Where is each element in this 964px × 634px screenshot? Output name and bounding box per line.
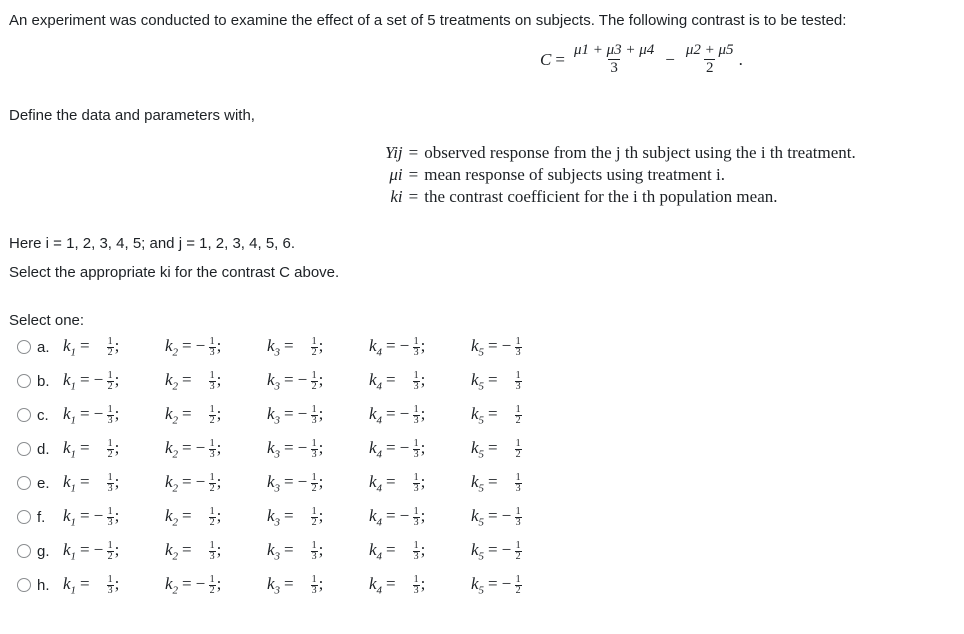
- select-one-label: Select one:: [9, 312, 85, 329]
- coefficient-value: $\frac{1}{3}$: [311, 403, 317, 426]
- coefficient-k3: $k_3$ = $\frac{1}{2}$ ;: [267, 335, 324, 359]
- coefficient-equals: =: [182, 404, 192, 424]
- coefficient-equals: =: [284, 472, 294, 492]
- coefficient-sign: −: [297, 404, 308, 424]
- coefficient-sign: −: [501, 574, 512, 594]
- coefficient-value: $\frac{1}{3}$: [107, 403, 113, 426]
- coefficient-symbol: $k_2$: [165, 404, 179, 427]
- coefficient-equals: =: [80, 472, 90, 492]
- select-prompt: Select the appropriate ki for the contrast C above.: [9, 264, 340, 281]
- option-letter: h.: [37, 576, 50, 594]
- coefficient-equals: =: [80, 336, 90, 356]
- coefficient-symbol: $k_4$: [369, 336, 383, 359]
- coefficient-value: $\frac{1}{3}$: [209, 335, 215, 358]
- coefficient-equals: =: [80, 506, 90, 526]
- coefficient-k5: [471, 336, 573, 358]
- coefficient-equals: =: [488, 506, 498, 526]
- coefficient-k5: [471, 506, 573, 528]
- coefficient-equals: =: [284, 506, 294, 526]
- radio-button[interactable]: [17, 544, 31, 558]
- coefficient-sign: −: [195, 574, 206, 594]
- coefficient-value: $\frac{1}{2}$: [515, 403, 521, 426]
- definition-text: the contrast coefficient for the i th population mean.: [424, 187, 778, 206]
- coefficient-symbol: $k_1$: [63, 506, 77, 529]
- coefficient-value: $\frac{1}{3}$: [107, 573, 113, 596]
- coefficient-k1: $k_1$ = $\frac{1}{3}$ ;: [63, 573, 120, 597]
- coefficient-k3: $k_3$ = $\frac{1}{3}$ ;: [267, 539, 324, 563]
- coefficient-symbol: $k_1$: [63, 540, 77, 563]
- coefficient-sign: −: [93, 506, 104, 526]
- coefficient-k4: $k_4$ = − $\frac{1}{3}$ ;: [369, 335, 426, 359]
- coefficient-symbol: $k_1$: [63, 574, 77, 597]
- coefficient-symbol: $k_5$: [471, 472, 485, 495]
- definition-equals: =: [408, 187, 419, 206]
- coefficient-equals: =: [386, 540, 396, 560]
- coefficient-sign: −: [93, 540, 104, 560]
- answer-options: [17, 330, 573, 602]
- option-letter: f.: [37, 508, 46, 526]
- answer-option-f[interactable]: [17, 500, 573, 534]
- coefficient-equals: =: [488, 370, 498, 390]
- coefficient-k3: $k_3$ = − $\frac{1}{3}$ ;: [267, 403, 324, 427]
- coefficient-value: $\frac{1}{2}$: [515, 573, 521, 596]
- coefficient-k2: $k_2$ = − $\frac{1}{3}$ ;: [165, 437, 222, 461]
- fraction-first-group: [572, 42, 656, 77]
- coefficient-equals: =: [284, 540, 294, 560]
- coefficient-k2: $k_2$ = $\frac{1}{3}$ ;: [165, 369, 222, 393]
- coefficient-equals: =: [182, 370, 192, 390]
- coefficient-value: $\frac{1}{3}$: [515, 471, 521, 494]
- coefficient-value: $\frac{1}{3}$: [413, 437, 419, 460]
- definition-equals: =: [408, 143, 419, 162]
- coefficient-value: $\frac{1}{2}$: [107, 369, 113, 392]
- coefficient-equals: =: [284, 404, 294, 424]
- coefficient-k4: $k_4$ = $\frac{1}{3}$ ;: [369, 573, 426, 597]
- coefficient-symbol: $k_5$: [471, 506, 485, 529]
- coefficient-value: $\frac{1}{3}$: [209, 369, 215, 392]
- fraction-numerator-2: μ2 + μ5: [685, 42, 734, 58]
- radio-button[interactable]: [17, 510, 31, 524]
- coefficient-sign: −: [399, 336, 410, 356]
- definitions-block: [385, 143, 856, 207]
- coefficient-sign: −: [501, 506, 512, 526]
- coefficient-symbol: $k_1$: [63, 336, 77, 359]
- contrast-symbol: C: [540, 49, 552, 69]
- coefficient-value: $\frac{1}{3}$: [413, 539, 419, 562]
- coefficient-equals: =: [284, 438, 294, 458]
- coefficient-equals: =: [488, 540, 498, 560]
- answer-option-a[interactable]: [17, 330, 573, 364]
- coefficient-value: $\frac{1}{3}$: [107, 505, 113, 528]
- coefficient-equals: =: [182, 540, 192, 560]
- coefficient-symbol: $k_4$: [369, 506, 383, 529]
- answer-option-b[interactable]: [17, 364, 573, 398]
- coefficient-k4: $k_4$ = $\frac{1}{3}$ ;: [369, 369, 426, 393]
- coefficient-value: $\frac{1}{3}$: [209, 437, 215, 460]
- fraction-numerator-1: μ1 + μ3 + μ4: [573, 42, 655, 58]
- coefficient-symbol: $k_1$: [63, 472, 77, 495]
- coefficient-symbol: $k_5$: [471, 438, 485, 461]
- option-letter: e.: [37, 474, 50, 492]
- coefficient-value: $\frac{1}{2}$: [311, 335, 317, 358]
- coefficient-k1: $k_1$ = − $\frac{1}{2}$ ;: [63, 539, 120, 563]
- coefficient-value: $\frac{1}{3}$: [311, 539, 317, 562]
- coefficient-k4: $k_4$ = − $\frac{1}{3}$ ;: [369, 505, 426, 529]
- radio-button[interactable]: [17, 476, 31, 490]
- coefficient-sign: −: [195, 472, 206, 492]
- definition-text: mean response of subjects using treatment i.: [424, 165, 725, 184]
- option-letter: a.: [37, 338, 50, 356]
- definition-symbol: Yij: [385, 143, 403, 162]
- fraction-second-group: [684, 42, 736, 77]
- coefficient-sign: −: [297, 472, 308, 492]
- coefficient-sign: −: [501, 540, 512, 560]
- coefficient-value: $\frac{1}{3}$: [413, 471, 419, 494]
- coefficient-value: $\frac{1}{2}$: [107, 335, 113, 358]
- coefficient-k1: $k_1$ = − $\frac{1}{3}$ ;: [63, 505, 120, 529]
- coefficient-equals: =: [488, 336, 498, 356]
- coefficient-value: $\frac{1}{2}$: [311, 471, 317, 494]
- coefficient-symbol: $k_4$: [369, 472, 383, 495]
- coefficient-equals: =: [80, 438, 90, 458]
- coefficient-equals: =: [182, 438, 192, 458]
- coefficient-k4: $k_4$ = $\frac{1}{3}$ ;: [369, 539, 426, 563]
- coefficient-equals: =: [488, 574, 498, 594]
- coefficient-symbol: $k_2$: [165, 506, 179, 529]
- coefficient-symbol: $k_3$: [267, 472, 281, 495]
- coefficient-equals: =: [182, 506, 192, 526]
- coefficient-equals: =: [386, 336, 396, 356]
- coefficient-sign: −: [399, 404, 410, 424]
- coefficient-value: $\frac{1}{2}$: [209, 573, 215, 596]
- coefficient-equals: =: [80, 574, 90, 594]
- coefficient-symbol: $k_5$: [471, 404, 485, 427]
- coefficient-symbol: $k_3$: [267, 438, 281, 461]
- coefficient-symbol: $k_5$: [471, 540, 485, 563]
- coefficient-value: $\frac{1}{3}$: [209, 539, 215, 562]
- coefficient-k5: [471, 370, 573, 392]
- coefficient-symbol: $k_3$: [267, 506, 281, 529]
- coefficient-equals: =: [80, 370, 90, 390]
- coefficient-symbol: $k_5$: [471, 574, 485, 597]
- answer-option-d[interactable]: [17, 432, 573, 466]
- answer-option-h[interactable]: [17, 568, 573, 602]
- coefficient-k1: $k_1$ = $\frac{1}{2}$ ;: [63, 437, 120, 461]
- coefficient-value: $\frac{1}{3}$: [413, 403, 419, 426]
- coefficient-value: $\frac{1}{2}$: [107, 539, 113, 562]
- coefficient-k5: [471, 438, 573, 460]
- coefficient-k1: $k_1$ = − $\frac{1}{3}$ ;: [63, 403, 120, 427]
- coefficient-value: $\frac{1}{2}$: [515, 437, 521, 460]
- coefficient-k5: [471, 540, 573, 562]
- option-letter: d.: [37, 440, 50, 458]
- coefficient-value: $\frac{1}{2}$: [209, 403, 215, 426]
- coefficient-value: $\frac{1}{3}$: [311, 437, 317, 460]
- coefficient-equals: =: [386, 574, 396, 594]
- coefficient-value: $\frac{1}{3}$: [311, 573, 317, 596]
- radio-button[interactable]: [17, 578, 31, 592]
- radio-button[interactable]: [17, 340, 31, 354]
- coefficient-equals: =: [386, 404, 396, 424]
- coefficient-value: $\frac{1}{3}$: [413, 369, 419, 392]
- coefficient-sign: −: [93, 404, 104, 424]
- question-intro: An experiment was conducted to examine the effect of a set of 5 treatments on subjects. The following contrast is to be tested:: [9, 12, 847, 29]
- coefficient-symbol: $k_2$: [165, 438, 179, 461]
- coefficient-value: $\frac{1}{2}$: [311, 369, 317, 392]
- coefficient-equals: =: [182, 472, 192, 492]
- define-text: Define the data and parameters with,: [9, 107, 255, 124]
- coefficient-symbol: $k_3$: [267, 540, 281, 563]
- coefficient-symbol: $k_5$: [471, 336, 485, 359]
- coefficient-symbol: $k_4$: [369, 438, 383, 461]
- coefficient-symbol: $k_4$: [369, 540, 383, 563]
- fraction-denominator-2: 2: [705, 60, 714, 76]
- coefficient-k2: $k_2$ = − $\frac{1}{3}$ ;: [165, 335, 222, 359]
- coefficient-value: $\frac{1}{3}$: [515, 505, 521, 528]
- coefficient-equals: =: [284, 574, 294, 594]
- coefficient-equals: =: [386, 506, 396, 526]
- coefficient-value: $\frac{1}{2}$: [311, 505, 317, 528]
- coefficient-value: $\frac{1}{2}$: [209, 471, 215, 494]
- coefficient-k1: $k_1$ = − $\frac{1}{2}$ ;: [63, 369, 120, 393]
- coefficient-value: $\frac{1}{2}$: [209, 505, 215, 528]
- coefficient-symbol: $k_2$: [165, 370, 179, 393]
- coefficient-sign: −: [93, 370, 104, 390]
- fraction-denominator-1: 3: [610, 60, 618, 76]
- coefficient-symbol: $k_4$: [369, 574, 383, 597]
- coefficient-equals: =: [182, 336, 192, 356]
- coefficient-symbol: $k_4$: [369, 370, 383, 393]
- coefficient-symbol: $k_1$: [63, 438, 77, 461]
- coefficient-equals: =: [488, 472, 498, 492]
- formula-period: .: [738, 49, 743, 69]
- definition-symbol: ki: [390, 187, 403, 206]
- coefficient-k4: $k_4$ = $\frac{1}{3}$ ;: [369, 471, 426, 495]
- coefficient-symbol: $k_2$: [165, 472, 179, 495]
- index-text: Here i = 1, 2, 3, 4, 5; and j = 1, 2, 3, 4, 5, 6.: [9, 235, 296, 252]
- coefficient-k3: $k_3$ = $\frac{1}{2}$ ;: [267, 505, 324, 529]
- coefficient-k3: $k_3$ = − $\frac{1}{3}$ ;: [267, 437, 324, 461]
- coefficient-equals: =: [182, 574, 192, 594]
- definition-equals: =: [408, 165, 419, 184]
- coefficient-sign: −: [297, 438, 308, 458]
- coefficient-k5: [471, 404, 573, 426]
- coefficient-value: $\frac{1}{2}$: [515, 539, 521, 562]
- equals-sign: =: [555, 49, 565, 69]
- definition-symbol: μi: [389, 165, 403, 184]
- coefficient-sign: −: [399, 506, 410, 526]
- coefficient-equals: =: [488, 438, 498, 458]
- coefficient-k3: $k_3$ = $\frac{1}{3}$ ;: [267, 573, 324, 597]
- coefficient-sign: −: [399, 438, 410, 458]
- coefficient-value: $\frac{1}{3}$: [515, 369, 521, 392]
- coefficient-symbol: $k_1$: [63, 370, 77, 393]
- coefficient-symbol: $k_3$: [267, 370, 281, 393]
- coefficient-symbol: $k_1$: [63, 404, 77, 427]
- coefficient-k3: $k_3$ = − $\frac{1}{2}$ ;: [267, 369, 324, 393]
- radio-button[interactable]: [17, 408, 31, 422]
- coefficient-value: $\frac{1}{2}$: [107, 437, 113, 460]
- radio-button[interactable]: [17, 442, 31, 456]
- coefficient-k2: $k_2$ = $\frac{1}{2}$ ;: [165, 403, 222, 427]
- coefficient-k4: $k_4$ = − $\frac{1}{3}$ ;: [369, 403, 426, 427]
- coefficient-equals: =: [488, 404, 498, 424]
- coefficient-symbol: $k_3$: [267, 404, 281, 427]
- contrast-formula: [540, 42, 743, 77]
- coefficient-symbol: $k_4$: [369, 404, 383, 427]
- coefficient-value: $\frac{1}{3}$: [515, 335, 521, 358]
- coefficient-equals: =: [284, 336, 294, 356]
- coefficient-k4: $k_4$ = − $\frac{1}{3}$ ;: [369, 437, 426, 461]
- coefficient-k2: $k_2$ = − $\frac{1}{2}$ ;: [165, 573, 222, 597]
- coefficient-k2: $k_2$ = $\frac{1}{3}$ ;: [165, 539, 222, 563]
- definition-text: observed response from the j th subject using the i th treatment.: [424, 143, 856, 162]
- radio-button[interactable]: [17, 374, 31, 388]
- coefficient-symbol: $k_2$: [165, 336, 179, 359]
- coefficient-k5: [471, 574, 573, 596]
- coefficient-sign: −: [501, 336, 512, 356]
- coefficient-symbol: $k_3$: [267, 574, 281, 597]
- coefficient-equals: =: [80, 540, 90, 560]
- coefficient-value: $\frac{1}{3}$: [413, 335, 419, 358]
- coefficient-equals: =: [386, 370, 396, 390]
- coefficient-k2: $k_2$ = − $\frac{1}{2}$ ;: [165, 471, 222, 495]
- coefficient-sign: −: [195, 438, 206, 458]
- coefficient-symbol: $k_2$: [165, 540, 179, 563]
- coefficient-k2: $k_2$ = $\frac{1}{2}$ ;: [165, 505, 222, 529]
- coefficient-symbol: $k_3$: [267, 336, 281, 359]
- coefficient-equals: =: [80, 404, 90, 424]
- coefficient-value: $\frac{1}{3}$: [413, 573, 419, 596]
- coefficient-equals: =: [386, 438, 396, 458]
- coefficient-value: $\frac{1}{3}$: [413, 505, 419, 528]
- coefficient-k1: $k_1$ = $\frac{1}{2}$ ;: [63, 335, 120, 359]
- coefficient-equals: =: [386, 472, 396, 492]
- coefficient-sign: −: [297, 370, 308, 390]
- option-letter: b.: [37, 372, 50, 390]
- coefficient-k3: $k_3$ = − $\frac{1}{2}$ ;: [267, 471, 324, 495]
- coefficient-value: $\frac{1}{3}$: [107, 471, 113, 494]
- coefficient-k5: [471, 472, 573, 494]
- coefficient-symbol: $k_2$: [165, 574, 179, 597]
- coefficient-sign: −: [195, 336, 206, 356]
- coefficient-equals: =: [284, 370, 294, 390]
- answer-option-e[interactable]: [17, 466, 573, 500]
- coefficient-symbol: $k_5$: [471, 370, 485, 393]
- option-letter: g.: [37, 542, 50, 560]
- answer-option-g[interactable]: [17, 534, 573, 568]
- answer-option-c[interactable]: [17, 398, 573, 432]
- minus-sign: −: [665, 49, 675, 69]
- coefficient-k1: $k_1$ = $\frac{1}{3}$ ;: [63, 471, 120, 495]
- option-letter: c.: [37, 406, 49, 424]
